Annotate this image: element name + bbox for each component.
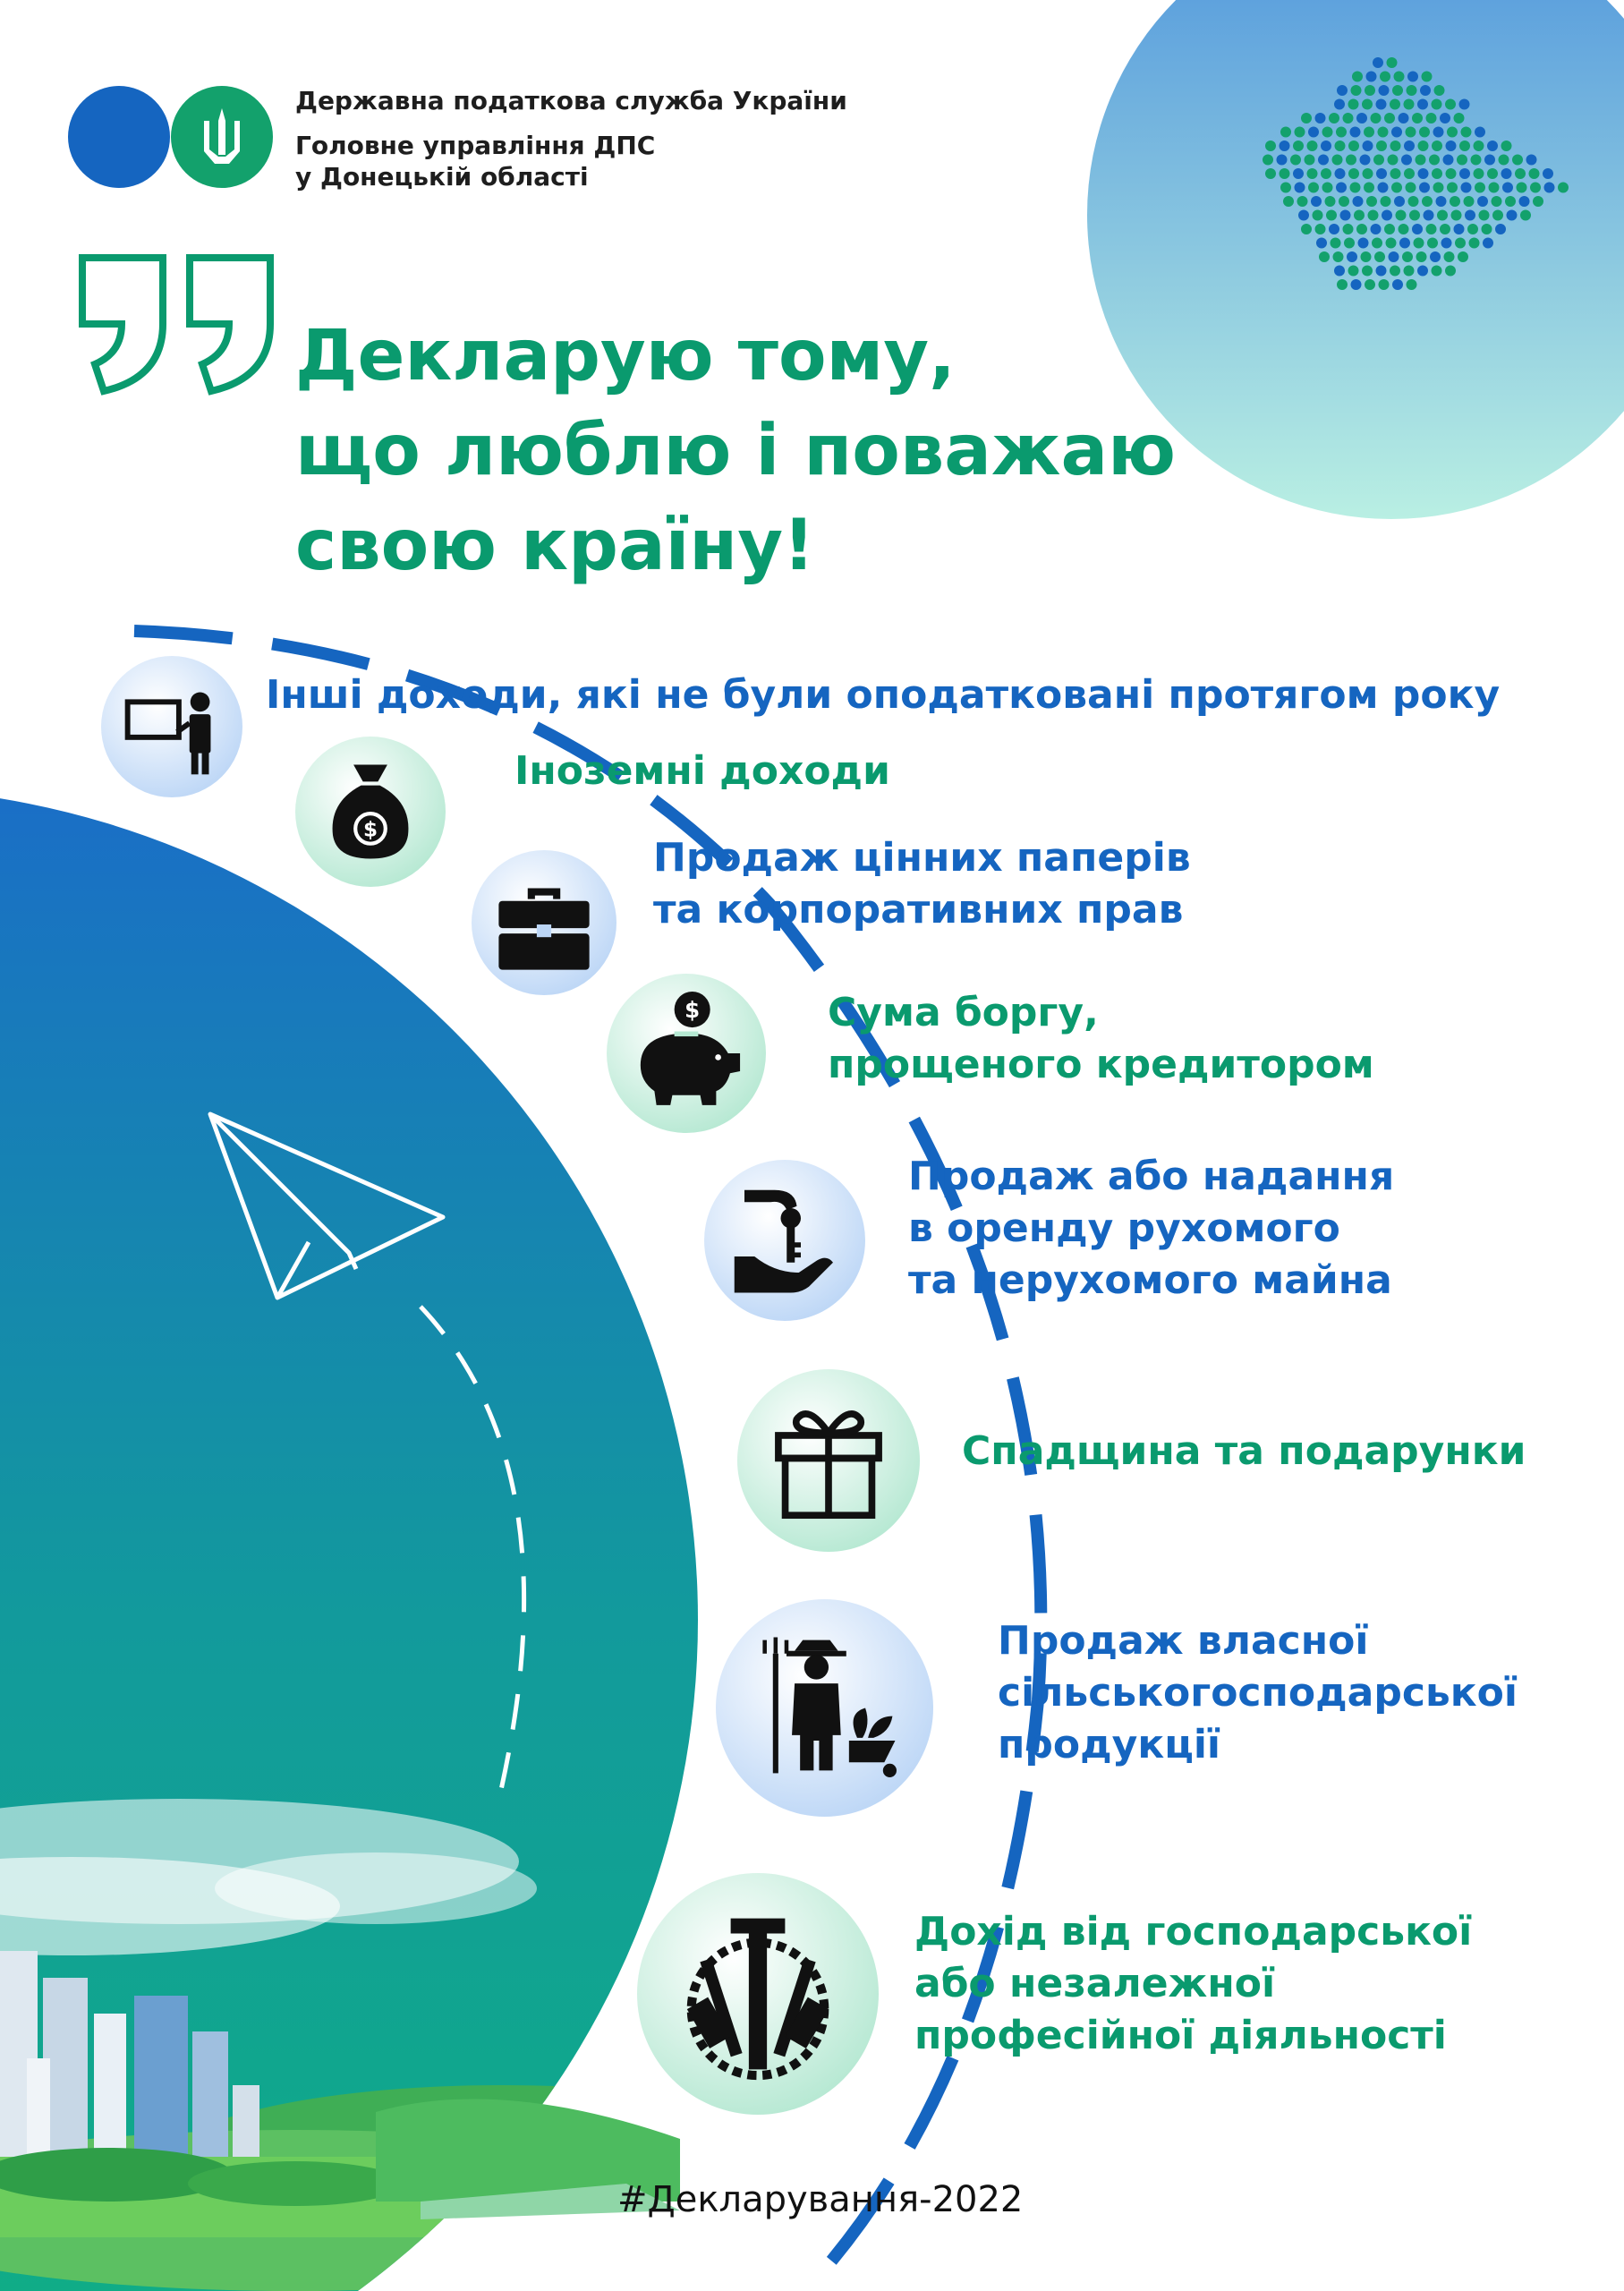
map-dot [1308,183,1319,193]
map-dot [1459,168,1470,179]
map-dot [1467,224,1478,234]
map-dot [1427,238,1438,249]
map-dot [1376,168,1387,179]
map-dot [1482,224,1492,234]
map-dot [1489,183,1500,193]
map-dot [1350,183,1361,193]
map-dot [1433,183,1444,193]
map-dot [1315,224,1326,234]
item-2-icon-circle [295,737,446,887]
map-dot [1348,168,1359,179]
map-dot [1307,168,1318,179]
map-dot [1346,155,1356,166]
map-dot [1379,279,1390,290]
org-line-2: Головне управління ДПС [295,131,656,160]
map-dot [1406,127,1416,138]
map-dot [1544,183,1555,193]
map-dot [1443,155,1454,166]
map-dot [1474,141,1484,151]
map-dot [1389,251,1399,262]
title-line: свою країну! [295,506,815,586]
map-dot [1457,155,1467,166]
map-dot [1519,196,1530,207]
map-dot [1446,141,1457,151]
map-dot [1351,85,1362,96]
map-dot [1354,210,1365,221]
map-dot [1394,196,1405,207]
map-dot [1295,183,1305,193]
map-dot [1322,127,1333,138]
map-dot [1458,251,1468,262]
map-dot [1293,141,1304,151]
map-dot [1433,127,1444,138]
map-dot [1416,155,1426,166]
map-dot [1475,127,1485,138]
map-dot [1311,196,1322,207]
item-1-icon-circle [101,656,242,797]
map-dot [1446,168,1457,179]
map-dot [1358,238,1369,249]
item-2-text: Іноземні доходи [514,748,890,794]
map-dot [1351,279,1362,290]
map-dot [1512,155,1523,166]
map-dot [1432,266,1442,277]
map-dot [1379,85,1390,96]
map-dot [1376,99,1387,110]
map-dot [1318,155,1329,166]
map-dot [1265,168,1276,179]
map-dot [1371,113,1382,123]
item-7-icon-circle [716,1599,933,1817]
map-dot [1451,210,1462,221]
map-dot [1365,85,1375,96]
map-dot [1465,210,1475,221]
map-dot [1337,279,1348,290]
map-dot [1326,210,1337,221]
map-dot [1487,141,1498,151]
item-5-icon-circle [704,1160,865,1321]
map-dot [1399,238,1410,249]
map-dot [1419,183,1430,193]
map-dot [1437,210,1448,221]
map-dot [1530,183,1541,193]
map-dot [1507,210,1518,221]
map-dot [1432,141,1442,151]
map-dot [1329,113,1339,123]
org-line-3: у Донецькій області [295,162,589,192]
map-dot [1348,99,1359,110]
map-dot [1492,210,1503,221]
map-dot [1347,251,1357,262]
map-dot [1353,196,1364,207]
map-dot [1371,224,1382,234]
quote-marks-icon [77,252,283,396]
map-dot [1366,196,1377,207]
map-dot [1265,141,1276,151]
map-dot [1390,99,1400,110]
map-dot [1501,168,1512,179]
item-6-icon-circle [737,1369,920,1552]
map-dot [1352,72,1363,82]
map-dot [1392,85,1403,96]
money-bag-icon [295,737,446,887]
map-dot [1390,141,1401,151]
map-dot [1424,210,1434,221]
map-dot [1419,127,1430,138]
gift-icon [737,1369,920,1552]
map-dot [1321,141,1331,151]
map-dot [1391,183,1402,193]
item-5-text: Продаж або надання в оренду рухомого та нерухомого майна [908,1154,1395,1303]
map-dot [1301,113,1312,123]
map-dot [1450,196,1460,207]
item-6-text: Спадщина та подарунки [962,1428,1526,1474]
map-dot [1343,113,1354,123]
map-dot [1373,57,1383,68]
map-dot [1329,224,1339,234]
map-dot [1401,155,1412,166]
briefcase-icon [472,850,616,995]
item-7-text: Продаж власної сільськогосподарської продукції [998,1618,1518,1767]
map-dot [1325,196,1336,207]
map-dot [1308,127,1319,138]
map-dot [1339,196,1349,207]
map-dot [1434,85,1445,96]
map-dot [1432,168,1442,179]
map-dot [1445,266,1456,277]
map-dot [1263,155,1273,166]
map-dot [1404,168,1415,179]
map-dot [1386,238,1397,249]
map-dot [1305,155,1315,166]
map-dot [1356,113,1367,123]
map-dot [1381,196,1391,207]
map-dot [1331,238,1341,249]
map-dot [1382,210,1392,221]
map-dot [1469,238,1480,249]
map-dot [1280,141,1290,151]
map-dot [1409,210,1420,221]
map-dot [1384,113,1395,123]
map-dot [1558,183,1569,193]
svg-text:$: $ [362,818,378,842]
map-dot [1356,224,1367,234]
map-dot [1301,224,1312,234]
map-dot [1337,85,1348,96]
map-dot [1350,127,1361,138]
map-dot [1432,99,1442,110]
map-dot [1501,141,1512,151]
map-dot [1336,127,1347,138]
map-dot [1495,224,1506,234]
map-dot [1364,183,1374,193]
map-dot [1378,183,1389,193]
map-dot [1529,168,1540,179]
map-dot [1420,85,1431,96]
map-dot [1474,168,1484,179]
map-dot [1471,155,1482,166]
map-dot [1454,224,1465,234]
map-dot [1426,113,1437,123]
map-dot [1404,99,1415,110]
map-dot [1517,183,1527,193]
map-dot [1392,279,1403,290]
map-dot [1334,266,1345,277]
map-dot [1391,127,1402,138]
map-dot [1313,210,1323,221]
map-dot [1418,168,1429,179]
map-dot [1440,224,1450,234]
map-dot [1464,196,1475,207]
map-dot [1477,196,1488,207]
map-dot [1319,251,1330,262]
map-dot [1436,196,1447,207]
map-dot [1402,251,1413,262]
map-dot [1380,72,1390,82]
title-line: що люблю і поважаю [295,411,1176,491]
map-dot [1322,183,1333,193]
map-dot [1407,85,1417,96]
map-dot [1455,238,1466,249]
map-dot [1418,141,1429,151]
map-dot [1487,168,1498,179]
map-dot [1362,266,1373,277]
map-dot [1399,224,1409,234]
item-4-icon-circle [607,974,766,1133]
map-dot [1429,155,1440,166]
map-dot [1520,210,1531,221]
map-dot [1334,99,1345,110]
map-dot [1297,196,1308,207]
map-dot [1280,183,1291,193]
map-dot [1396,210,1407,221]
map-dot [1412,224,1423,234]
map-dot [1295,127,1305,138]
map-dot [1315,113,1326,123]
map-dot [1368,210,1379,221]
map-dot [1407,279,1417,290]
map-dot [1416,251,1427,262]
map-dot [1390,168,1401,179]
map-dot [1479,210,1490,221]
item-8-text: Дохід від господарської або незалежної професійної діяльності [914,1909,1473,2058]
map-dot [1363,168,1373,179]
map-dot [1445,99,1456,110]
map-dot [1447,183,1458,193]
map-dot [1499,155,1509,166]
map-dot [1372,238,1382,249]
map-dot [1459,99,1470,110]
map-dot [1293,168,1304,179]
map-dot [1333,251,1344,262]
map-dot [1515,168,1526,179]
map-dot [1502,183,1513,193]
map-dot [1492,196,1502,207]
teacher-presentation-icon [101,656,242,797]
map-dot [1441,238,1452,249]
map-dot [1283,196,1294,207]
map-dot [1332,155,1343,166]
map-dot [1406,183,1416,193]
map-dot [1422,72,1433,82]
map-dot [1505,196,1516,207]
map-dot [1374,251,1385,262]
map-dot [1444,251,1455,262]
map-dot [1404,141,1415,151]
map-dot [1290,155,1301,166]
item-4-text: Сума боргу, прощеного кредитором [828,990,1374,1087]
map-dot [1387,57,1398,68]
map-dot [1376,266,1387,277]
map-dot [1414,238,1424,249]
map-dot [1298,210,1309,221]
map-dot [1408,196,1419,207]
map-dot [1307,141,1318,151]
map-dot [1336,183,1347,193]
map-dot [1280,168,1290,179]
map-dot [1348,266,1359,277]
item-1-text: Інші доходи, які не були оподатковані протягом року [266,672,1501,718]
map-dot [1376,141,1387,151]
map-dot [1454,113,1465,123]
map-dot [1344,238,1355,249]
map-dot [1461,183,1472,193]
map-dot [1475,183,1485,193]
map-dot [1365,279,1375,290]
map-dot [1533,196,1543,207]
map-dot [1459,141,1470,151]
map-dot [1404,266,1415,277]
map-dot [1360,155,1371,166]
key-in-hand-icon [704,1160,865,1321]
map-dot [1361,251,1372,262]
map-dot [1390,266,1400,277]
map-dot [1399,113,1409,123]
map-dot [1335,141,1346,151]
map-dot [1321,168,1331,179]
item-8-icon-circle [637,1873,879,2115]
map-dot [1417,99,1428,110]
map-dot [1277,155,1288,166]
map-dot [1484,155,1495,166]
tools-icon [637,1873,879,2115]
item-3-text: Продаж цінних паперів та корпоративних прав [653,835,1191,933]
map-dot [1364,127,1374,138]
title-line: Декларую тому, [295,316,956,396]
piggy-bank-icon [607,974,766,1133]
map-dot [1348,141,1359,151]
map-dot [1316,238,1327,249]
map-dot [1526,155,1537,166]
org-line-1: Державна податкова служба України [295,86,847,115]
map-dot [1412,113,1423,123]
map-dot [1388,155,1399,166]
map-dot [1426,224,1437,234]
map-dot [1417,266,1428,277]
map-dot [1363,141,1373,151]
map-dot [1394,72,1405,82]
page-title [295,309,1176,593]
map-dot [1483,238,1493,249]
map-dot [1373,155,1384,166]
map-dot [1430,251,1441,262]
map-dot [1362,99,1373,110]
map-dot [1366,72,1377,82]
item-3-icon-circle [472,850,616,995]
map-dot [1343,224,1354,234]
map-dot [1447,127,1458,138]
map-dot [1407,72,1418,82]
map-dot [1335,168,1346,179]
map-dot [1280,127,1291,138]
map-dot [1543,168,1553,179]
map-dot [1461,127,1472,138]
map-dot [1378,127,1389,138]
map-dot [1422,196,1433,207]
logo [68,85,283,192]
hashtag: #Декларування-2022 [617,2179,1024,2220]
map-dot [1340,210,1351,221]
map-dot [1440,113,1450,123]
map-dot [1384,224,1395,234]
farmer-icon [716,1599,933,1817]
svg-text:$: $ [684,996,701,1023]
